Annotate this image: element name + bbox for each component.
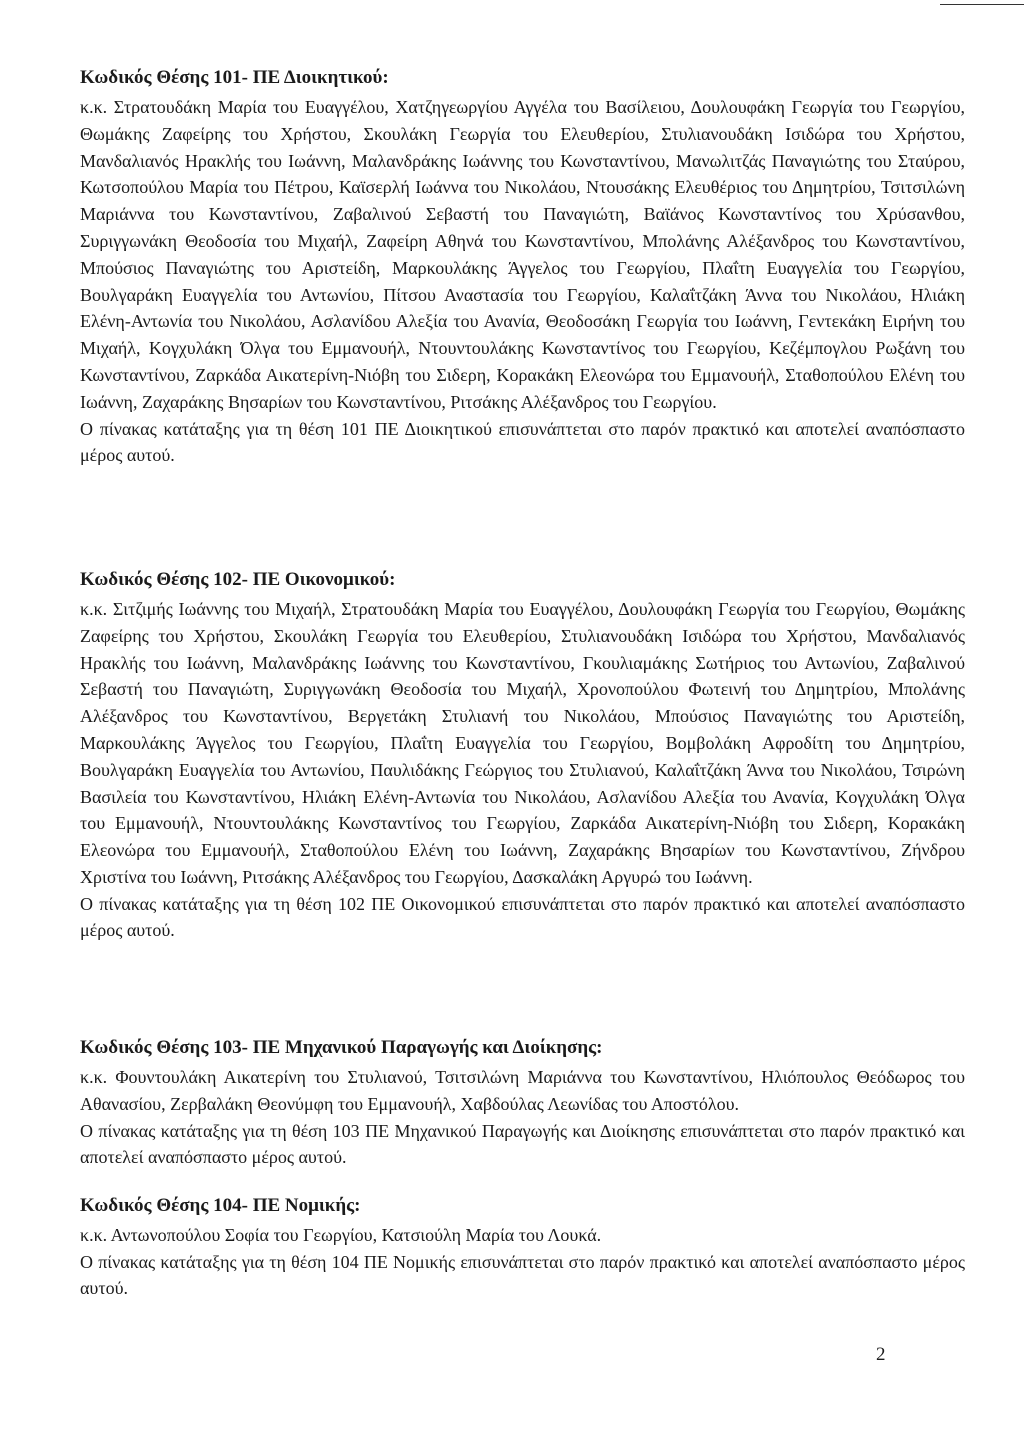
section-heading: Κωδικός Θέσης 101- ΠΕ Διοικητικού: [80, 67, 389, 88]
ranking-note: Ο πίνακας κατάταξης για τη θέση 103 ΠΕ Μηχανικού Παραγωγής και Διοίκησης επισυνάπτεται στο παρόν πρακτικό και αποτελεί αναπόσπαστο μέρος αυτού. [80, 1120, 965, 1167]
section-103 [80, 1036, 965, 1170]
section-102 [80, 568, 965, 943]
ranking-note: Ο πίνακας κατάταξης για τη θέση 104 ΠΕ Νομικής επισυνάπτεται στο παρόν πρακτικό και αποτελεί αναπόσπαστο μέρος αυτού. [80, 1251, 965, 1298]
section-heading: Κωδικός Θέσης 104- ΠΕ Νομικής: [80, 1195, 361, 1216]
page-number: 2 [876, 1344, 886, 1365]
section-heading: Κωδικός Θέσης 102- ΠΕ Οικονομικού: [80, 569, 396, 590]
ranking-note: Ο πίνακας κατάταξης για τη θέση 101 ΠΕ Διοικητικού επισυνάπτεται στο παρόν πρακτικό και αποτελεί αναπόσπαστο μέρος αυτού. [80, 418, 965, 465]
candidate-list: κ.κ. Στρατουδάκη Μαρία του Ευαγγέλου, Χατζηγεωργίου Αγγέλα του Βασίλειου, Δουλουφάκη Γεωργία του Γεωργίου, Θωμάκης Ζαφείρης του Χρήστου, Σκουλάκη Γεωργία του Ελευθερίου, Στυλιανουδάκη Ισιδώρα του Χρήστου, Μανδαλιανός Ηρακλής του Ιωάννη, Μαλανδράκης Ιωάννης του Κωνσταντίνου, Μανωλιτζάς Παναγιώτης του Σταύρου, Κωτσοπούλου Μαρία του Πέτρου, Καϊσερλή Ιωάννα του Νικολάου, Ντουσάκης Ελευθέριος του Δημητρίου, Τσιτσιλώνη Μαριάννα του Κωνσταντίνου, Ζαβαλινού Σεβαστή του Παναγιώτη, Βαϊάνος Κωνσταντίνος του Χρύσανθου, Συριγγωνάκη Θεοδοσία του Μιχαήλ, Ζαφείρη Αθηνά του Κωνσταντίνου, Μπολάνης Αλέξανδρος του Κωνσταντίνου, Μπούσιος Παναγιώτης του Αριστείδη, Μαρκουλάκης Άγγελος του Γεωργίου, Πλαΐτη Ευαγγελία του Γεωργίου, Βουλγαράκη Ευαγγελία του Αντωνίου, Πίτσου Αναστασία του Γεωργίου, Καλαΐτζάκη Άννα του Νικολάου, Ηλιάκη Ελένη-Αντωνία του Νικολάου, Ασλανίδου Αλεξία του Ανανία, Θεοδοσάκη Γεωργία του Ιωάννη, Γεντεκάκη Ειρήνη του Μιχαήλ, Κογχυλάκη Όλγα του Εμμανουήλ, Ντουντουλάκης Κωνσταντίνος του Γεωργίου, Κεζέμπογλου Ρωξάνη του Κωνσταντίνου, Ζαρκάδα Αικατερίνη-Νιόβη του Σιδερη, Κορακάκη Ελεονώρα του Εμμανουήλ, Σταθοπούλου Ελένη του Ιωάννη, Ζαχαράκης Βησαρίων του Κωνσταντίνου, Ριτσάκης Αλέξανδρος του Γεωργίου. [80, 97, 965, 412]
section-104 [80, 1194, 965, 1301]
candidate-list: κ.κ. Αντωνοπούλου Σοφία του Γεωργίου, Κατσιούλη Μαρία του Λουκά. [80, 1225, 602, 1245]
ranking-note: Ο πίνακας κατάταξης για τη θέση 102 ΠΕ Οικονομικού επισυνάπτεται στο παρόν πρακτικό και αποτελεί αναπόσπαστο μέρος αυτού. [80, 893, 965, 940]
top-edge-rule [940, 4, 1024, 5]
candidate-list: κ.κ. Σιτζιμής Ιωάννης του Μιχαήλ, Στρατουδάκη Μαρία του Ευαγγέλου, Δουλουφάκη Γεωργία του Γεωργίου, Θωμάκης Ζαφείρης του Χρήστου, Σκουλάκη Γεωργία του Ελευθερίου, Στυλιανουδάκη Ισιδώρα του Χρήστου, Μανδαλιανός Ηρακλής του Ιωάννη, Μαλανδράκης Ιωάννης του Κωνσταντίνου, Γκουλιαμάκης Σωτήριος του Αντωνίου, Ζαβαλινού Σεβαστή του Παναγιώτη, Συριγγωνάκη Θεοδοσία του Μιχαήλ, Χρονοπούλου Φωτεινή του Δημητρίου, Μπολάνης Αλέξανδρος του Κωνσταντίνου, Βεργετάκη Στυλιανή του Νικολάου, Μπούσιος Παναγιώτης του Αριστείδη, Μαρκουλάκης Άγγελος του Γεωργίου, Πλαΐτη Ευαγγελία του Γεωργίου, Βομβολάκη Αφροδίτη του Δημητρίου, Βουλγαράκη Ευαγγελία του Αντωνίου, Παυλιδάκης Γεώργιος του Στυλιανού, Καλαΐτζάκη Άννα του Νικολάου, Τσιρώνη Βασιλεία του Κωνσταντίνου, Ηλιάκη Ελένη-Αντωνία του Νικολάου, Ασλανίδου Αλεξία του Ανανία, Κογχυλάκη Όλγα του Εμμανουήλ, Ντουντουλάκης Κωνσταντίνος του Γεωργίου, Ζαρκάδα Αικατερίνη-Νιόβη του Σιδερη, Κορακάκη Ελεονώρα του Εμμανουήλ, Σταθοπούλου Ελένη του Ιωάννη, Ζαχαράκης Βησαρίων του Κωνσταντίνου, Ζήνδρου Χριστίνα του Ιωάννη, Ριτσάκης Αλέξανδρος του Γεωργίου, Δασκαλάκη Αργυρώ του Ιωάννη. [80, 599, 965, 887]
section-heading: Κωδικός Θέσης 103- ΠΕ Μηχανικού Παραγωγής και Διοίκησης: [80, 1037, 603, 1058]
section-101 [80, 66, 965, 468]
candidate-list: κ.κ. Φουντουλάκη Αικατερίνη του Στυλιανού, Τσιτσιλώνη Μαριάννα του Κωνσταντίνου, Ηλιόπουλος Θεόδωρος του Αθανασίου, Ζερβαλάκη Θεονύμφη του Εμμανουήλ, Χαβδούλας Λεωνίδας του Αποστόλου. [80, 1067, 965, 1114]
